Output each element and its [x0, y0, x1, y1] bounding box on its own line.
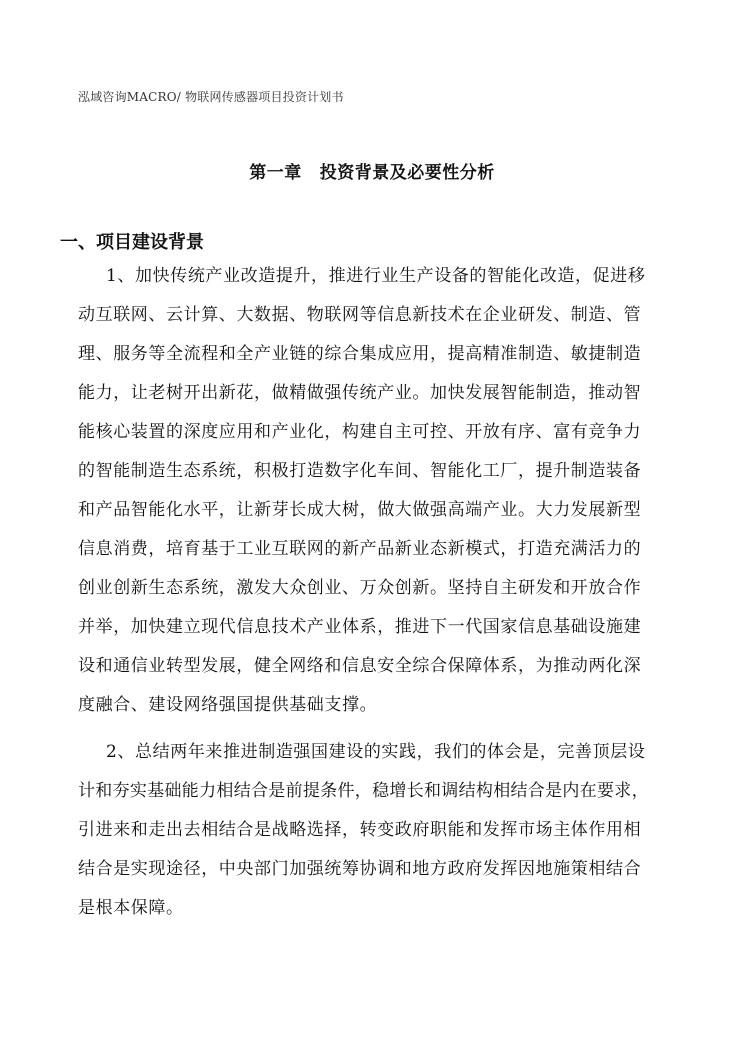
paragraph-line: 和产品智能化水平，让新芽长成大树，做大做强高端产业。大力发展新型 — [78, 500, 642, 520]
paragraph-line: 的智能制造生态系统，积极打造数字化车间、智能化工厂，提升制造装备 — [78, 461, 642, 481]
paragraph-line: 创业创新生态系统，激发大众创业、万众创新。坚持自主研发和开放合作 — [78, 578, 642, 598]
chapter-label: 第一章 — [249, 163, 302, 183]
paragraph-line: 能力，让老树开出新花，做精做强传统产业。加快发展智能制造，推动智 — [78, 383, 642, 403]
paragraph-line: 是根本保障。 — [78, 898, 184, 918]
section-heading: 一、项目建设背景 — [60, 232, 204, 253]
paragraph-line: 理、服务等全流程和全产业链的综合集成应用，提高精准制造、敏捷制造 — [78, 344, 642, 364]
paragraph-line: 计和夯实基础能力相结合是前提条件，稳增长和调结构相结合是内在要求， — [78, 781, 649, 801]
paragraph-line: 度融合、建设网络强国提供基础支撑。 — [78, 695, 378, 715]
paragraph-line: 能核心装置的深度应用和产业化，构建自主可控、开放有序、富有竞争力 — [78, 422, 642, 442]
chapter-name: 投资背景及必要性分析 — [319, 163, 495, 183]
paragraph-line: 并举，加快建立现代信息技术产业体系，推进下一代国家信息基础设施建 — [78, 617, 642, 637]
document-header: 泓域咨询MACRO/ 物联网传感器项目投资计划书 — [78, 90, 344, 104]
chapter-title — [0, 158, 744, 183]
paragraph-line: 2、总结两年来推进制造强国建设的实践，我们的体会是，完善顶层设 — [106, 742, 646, 762]
paragraph-line: 结合是实现途径，中央部门加强统筹协调和地方政府发挥因地施策相结合 — [78, 859, 642, 879]
paragraph-line: 信息消费，培育基于工业互联网的新产品新业态新模式，打造充满活力的 — [78, 539, 642, 559]
paragraph-line: 1、加快传统产业改造提升，推进行业生产设备的智能化改造，促进移 — [106, 266, 646, 286]
paragraph-line: 引进来和走出去相结合是战略选择，转变政府职能和发挥市场主体作用相 — [78, 820, 642, 840]
paragraph-line: 动互联网、云计算、大数据、物联网等信息新技术在企业研发、制造、管 — [78, 305, 642, 325]
paragraph-line: 设和通信业转型发展，健全网络和信息安全综合保障体系，为推动两化深 — [78, 656, 642, 676]
